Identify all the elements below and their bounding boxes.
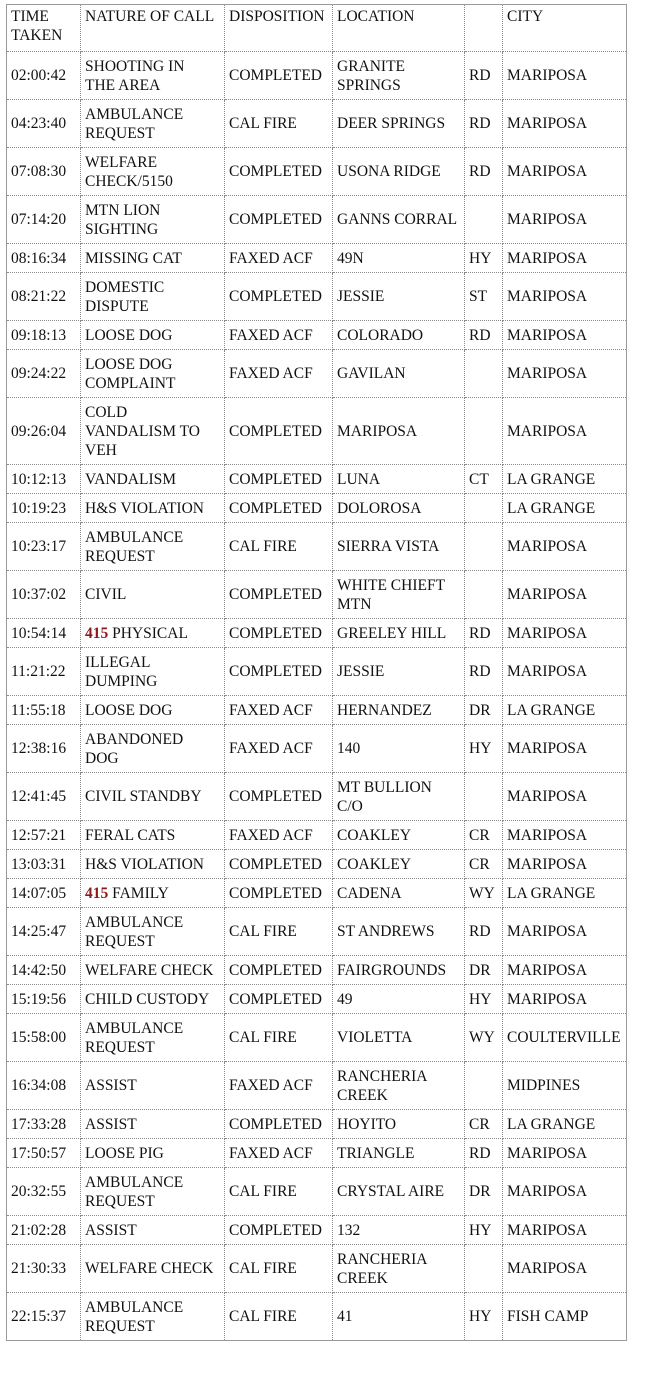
cell-street-suffix: RD xyxy=(465,648,503,696)
nature-text: CIVIL STANDBY xyxy=(85,788,202,805)
nature-text: WELFARE CHECK xyxy=(85,961,214,979)
cell-city: LA GRANGE xyxy=(503,879,627,908)
cell-location: COAKLEY xyxy=(333,821,465,850)
cell-location: DOLOROSA xyxy=(333,494,465,523)
cell-nature-of-call xyxy=(81,494,225,523)
cell-time-taken: 10:37:02 xyxy=(7,571,81,619)
cell-nature-of-call xyxy=(81,985,225,1014)
header-city: CITY xyxy=(503,5,627,52)
cell-disposition: FAXED ACF xyxy=(225,244,333,273)
cell-city: MARIPOSA xyxy=(503,619,627,648)
cell-disposition: FAXED ACF xyxy=(225,696,333,725)
table-row xyxy=(7,465,627,494)
cell-location: FAIRGROUNDS xyxy=(333,956,465,985)
cell-time-taken: 16:34:08 xyxy=(7,1062,81,1110)
cell-street-suffix xyxy=(465,398,503,465)
cell-disposition: COMPLETED xyxy=(225,773,333,821)
table-row xyxy=(7,1216,627,1245)
cell-nature-of-call xyxy=(81,465,225,494)
cell-time-taken: 09:24:22 xyxy=(7,350,81,398)
cell-disposition: FAXED ACF xyxy=(225,1139,333,1168)
penal-code-label: 415 xyxy=(85,624,109,642)
cell-city: MARIPOSA xyxy=(503,350,627,398)
cell-street-suffix: CR xyxy=(465,850,503,879)
cell-disposition: COMPLETED xyxy=(225,1216,333,1245)
cell-street-suffix xyxy=(465,494,503,523)
cell-location: JESSIE xyxy=(333,273,465,321)
header-row xyxy=(7,5,627,52)
cell-city: MARIPOSA xyxy=(503,1168,627,1216)
cell-time-taken: 20:32:55 xyxy=(7,1168,81,1216)
cell-street-suffix: RD xyxy=(465,619,503,648)
cell-street-suffix xyxy=(465,773,503,821)
nature-text: ILLEGAL DUMPING xyxy=(85,653,158,690)
table-row xyxy=(7,1168,627,1216)
cell-street-suffix: CT xyxy=(465,465,503,494)
cell-nature-of-call xyxy=(81,52,225,100)
cell-city: MARIPOSA xyxy=(503,1139,627,1168)
cell-city: MARIPOSA xyxy=(503,956,627,985)
nature-text: SHOOTING IN THE AREA xyxy=(85,57,185,94)
cell-time-taken: 22:15:37 xyxy=(7,1293,81,1341)
cell-city: MARIPOSA xyxy=(503,100,627,148)
table-row xyxy=(7,1062,627,1110)
cell-street-suffix: RD xyxy=(465,52,503,100)
nature-text: VANDALISM xyxy=(85,470,177,488)
nature-text: AMBULANCE REQUEST xyxy=(85,528,184,565)
cell-time-taken: 13:03:31 xyxy=(7,850,81,879)
cell-location: USONA RIDGE xyxy=(333,148,465,196)
cell-time-taken: 09:26:04 xyxy=(7,398,81,465)
cell-time-taken: 10:54:14 xyxy=(7,619,81,648)
cell-disposition: COMPLETED xyxy=(225,273,333,321)
cell-city: MARIPOSA xyxy=(503,1216,627,1245)
cell-city: LA GRANGE xyxy=(503,696,627,725)
cell-location: GRANITE SPRINGS xyxy=(333,52,465,100)
nature-text: CIVIL xyxy=(85,586,127,603)
cell-disposition: COMPLETED xyxy=(225,398,333,465)
cell-nature-of-call xyxy=(81,350,225,398)
cell-disposition: COMPLETED xyxy=(225,1110,333,1139)
table-row xyxy=(7,148,627,196)
cell-city: MARIPOSA xyxy=(503,196,627,244)
cell-city: MARIPOSA xyxy=(503,571,627,619)
nature-text: FERAL CATS xyxy=(85,826,176,844)
cell-street-suffix: RD xyxy=(465,148,503,196)
cell-nature-of-call xyxy=(81,148,225,196)
table-row xyxy=(7,350,627,398)
cell-disposition: COMPLETED xyxy=(225,148,333,196)
cell-location: GAVILAN xyxy=(333,350,465,398)
cell-street-suffix xyxy=(465,523,503,571)
cell-nature-of-call xyxy=(81,1110,225,1139)
cell-disposition: FAXED ACF xyxy=(225,321,333,350)
cell-disposition: FAXED ACF xyxy=(225,1062,333,1110)
cell-nature-of-call xyxy=(81,100,225,148)
cell-street-suffix: DR xyxy=(465,696,503,725)
cell-nature-of-call xyxy=(81,321,225,350)
cell-disposition: COMPLETED xyxy=(225,571,333,619)
cell-nature-of-call xyxy=(81,1168,225,1216)
cell-disposition: FAXED ACF xyxy=(225,821,333,850)
cell-time-taken: 10:12:13 xyxy=(7,465,81,494)
cell-location: ST ANDREWS xyxy=(333,908,465,956)
nature-text: WELFARE CHECK/5150 xyxy=(85,153,173,190)
cell-time-taken: 10:23:17 xyxy=(7,523,81,571)
cell-city: MARIPOSA xyxy=(503,648,627,696)
cell-street-suffix: HY xyxy=(465,725,503,773)
cell-time-taken: 21:30:33 xyxy=(7,1245,81,1293)
cell-location: JESSIE xyxy=(333,648,465,696)
cell-time-taken: 11:55:18 xyxy=(7,696,81,725)
cell-street-suffix: DR xyxy=(465,956,503,985)
cell-disposition: COMPLETED xyxy=(225,465,333,494)
table-row xyxy=(7,956,627,985)
cell-city: MARIPOSA xyxy=(503,273,627,321)
table-row xyxy=(7,398,627,465)
header-disposition: DISPOSITION xyxy=(225,5,333,52)
header-location: LOCATION xyxy=(333,5,465,52)
cell-street-suffix: ST xyxy=(465,273,503,321)
cell-street-suffix: RD xyxy=(465,1139,503,1168)
table-row xyxy=(7,494,627,523)
cell-time-taken: 14:42:50 xyxy=(7,956,81,985)
table-row xyxy=(7,1110,627,1139)
cell-location: 49 xyxy=(333,985,465,1014)
cell-location: HOYITO xyxy=(333,1110,465,1139)
cell-time-taken: 02:00:42 xyxy=(7,52,81,100)
cell-disposition: COMPLETED xyxy=(225,494,333,523)
nature-text: ASSIST xyxy=(85,1115,137,1133)
cell-city: COULTERVILLE xyxy=(503,1014,627,1062)
nature-text: LOOSE DOG xyxy=(85,326,173,344)
cell-nature-of-call xyxy=(81,398,225,465)
cell-disposition: FAXED ACF xyxy=(225,725,333,773)
cell-disposition: CAL FIRE xyxy=(225,908,333,956)
nature-text: CHILD CUSTODY xyxy=(85,990,210,1008)
cell-disposition: COMPLETED xyxy=(225,196,333,244)
cell-city: MARIPOSA xyxy=(503,1245,627,1293)
cell-time-taken: 04:23:40 xyxy=(7,100,81,148)
cell-disposition: COMPLETED xyxy=(225,648,333,696)
cell-street-suffix: HY xyxy=(465,1216,503,1245)
cell-location: MARIPOSA xyxy=(333,398,465,465)
cell-location: 41 xyxy=(333,1293,465,1341)
cell-street-suffix xyxy=(465,571,503,619)
nature-text: LOOSE DOG COMPLAINT xyxy=(85,355,176,392)
cell-location: 132 xyxy=(333,1216,465,1245)
cell-location: TRIANGLE xyxy=(333,1139,465,1168)
cell-location: LUNA xyxy=(333,465,465,494)
nature-text: H&S VIOLATION xyxy=(85,855,204,873)
nature-text: ASSIST xyxy=(85,1221,137,1239)
cell-nature-of-call xyxy=(81,1062,225,1110)
table-row xyxy=(7,1014,627,1062)
cell-location: DEER SPRINGS xyxy=(333,100,465,148)
cell-disposition: CAL FIRE xyxy=(225,100,333,148)
cell-disposition: COMPLETED xyxy=(225,619,333,648)
cell-disposition: CAL FIRE xyxy=(225,1245,333,1293)
cell-time-taken: 15:58:00 xyxy=(7,1014,81,1062)
cell-city: MARIPOSA xyxy=(503,908,627,956)
cell-street-suffix: RD xyxy=(465,100,503,148)
nature-text: AMBULANCE REQUEST xyxy=(85,105,184,142)
table-row xyxy=(7,52,627,100)
cell-street-suffix: CR xyxy=(465,1110,503,1139)
cell-disposition: COMPLETED xyxy=(225,985,333,1014)
nature-text: H&S VIOLATION xyxy=(85,499,204,517)
table-row xyxy=(7,648,627,696)
cell-time-taken: 09:18:13 xyxy=(7,321,81,350)
cell-nature-of-call xyxy=(81,850,225,879)
cell-disposition: CAL FIRE xyxy=(225,523,333,571)
cell-nature-of-call xyxy=(81,244,225,273)
cell-time-taken: 07:14:20 xyxy=(7,196,81,244)
nature-text: AMBULANCE REQUEST xyxy=(85,913,184,950)
table-row xyxy=(7,1245,627,1293)
table-row xyxy=(7,1139,627,1168)
cell-nature-of-call xyxy=(81,1014,225,1062)
table-row xyxy=(7,244,627,273)
cell-nature-of-call xyxy=(81,196,225,244)
cell-time-taken: 17:33:28 xyxy=(7,1110,81,1139)
cell-time-taken: 15:19:56 xyxy=(7,985,81,1014)
cell-time-taken: 10:19:23 xyxy=(7,494,81,523)
cell-city: FISH CAMP xyxy=(503,1293,627,1341)
cell-location: 49N xyxy=(333,244,465,273)
cell-time-taken: 14:25:47 xyxy=(7,908,81,956)
cell-time-taken: 12:38:16 xyxy=(7,725,81,773)
table-row xyxy=(7,196,627,244)
cell-nature-of-call xyxy=(81,523,225,571)
cell-city: MARIPOSA xyxy=(503,244,627,273)
cell-nature-of-call xyxy=(81,273,225,321)
cell-city: LA GRANGE xyxy=(503,465,627,494)
cell-nature-of-call xyxy=(81,648,225,696)
cell-time-taken: 07:08:30 xyxy=(7,148,81,196)
nature-text: MTN LION SIGHTING xyxy=(85,201,161,238)
cell-nature-of-call xyxy=(81,908,225,956)
cell-location: COAKLEY xyxy=(333,850,465,879)
nature-text: DOMESTIC DISPUTE xyxy=(85,278,165,315)
header-nature-of-call: NATURE OF CALL xyxy=(81,5,225,52)
cell-location: 140 xyxy=(333,725,465,773)
cell-time-taken: 21:02:28 xyxy=(7,1216,81,1245)
cell-nature-of-call xyxy=(81,821,225,850)
cell-street-suffix: HY xyxy=(465,1293,503,1341)
table-row xyxy=(7,696,627,725)
cell-location: WHITE CHIEFT MTN xyxy=(333,571,465,619)
cell-nature-of-call xyxy=(81,773,225,821)
cell-city: LA GRANGE xyxy=(503,1110,627,1139)
cell-location: GANNS CORRAL xyxy=(333,196,465,244)
cell-city: MARIPOSA xyxy=(503,725,627,773)
cell-disposition: COMPLETED xyxy=(225,956,333,985)
nature-text: AMBULANCE REQUEST xyxy=(85,1298,184,1335)
cell-time-taken: 11:21:22 xyxy=(7,648,81,696)
cell-street-suffix: DR xyxy=(465,1168,503,1216)
cell-city: MARIPOSA xyxy=(503,985,627,1014)
table-row xyxy=(7,1293,627,1341)
cell-street-suffix: HY xyxy=(465,985,503,1014)
table-row xyxy=(7,908,627,956)
cell-time-taken: 17:50:57 xyxy=(7,1139,81,1168)
call-log-table xyxy=(6,4,627,1341)
table-row xyxy=(7,725,627,773)
table-row xyxy=(7,879,627,908)
cell-city: MARIPOSA xyxy=(503,52,627,100)
cell-street-suffix: WY xyxy=(465,1014,503,1062)
cell-city: LA GRANGE xyxy=(503,494,627,523)
nature-text: FAMILY xyxy=(108,884,169,902)
cell-city: MARIPOSA xyxy=(503,523,627,571)
cell-street-suffix: CR xyxy=(465,821,503,850)
cell-nature-of-call xyxy=(81,1216,225,1245)
table-row xyxy=(7,523,627,571)
table-row xyxy=(7,571,627,619)
cell-location: COLORADO xyxy=(333,321,465,350)
nature-text: LOOSE DOG xyxy=(85,701,173,719)
cell-location: VIOLETTA xyxy=(333,1014,465,1062)
table-row xyxy=(7,321,627,350)
cell-time-taken: 08:21:22 xyxy=(7,273,81,321)
cell-disposition: COMPLETED xyxy=(225,850,333,879)
cell-nature-of-call xyxy=(81,1245,225,1293)
cell-location: RANCHERIA CREEK xyxy=(333,1245,465,1293)
cell-disposition: FAXED ACF xyxy=(225,350,333,398)
cell-street-suffix xyxy=(465,350,503,398)
cell-nature-of-call xyxy=(81,956,225,985)
cell-disposition: CAL FIRE xyxy=(225,1168,333,1216)
cell-time-taken: 14:07:05 xyxy=(7,879,81,908)
cell-location: CADENA xyxy=(333,879,465,908)
cell-street-suffix: RD xyxy=(465,321,503,350)
cell-time-taken: 12:57:21 xyxy=(7,821,81,850)
cell-city: MARIPOSA xyxy=(503,321,627,350)
header-time-taken: TIME TAKEN xyxy=(7,5,81,52)
cell-disposition: CAL FIRE xyxy=(225,1014,333,1062)
cell-street-suffix: HY xyxy=(465,244,503,273)
nature-text: WELFARE CHECK xyxy=(85,1260,214,1277)
cell-location: RANCHERIA CREEK xyxy=(333,1062,465,1110)
nature-text: LOOSE PIG xyxy=(85,1144,164,1162)
header-street-suffix xyxy=(465,5,503,52)
cell-nature-of-call xyxy=(81,725,225,773)
table-row xyxy=(7,850,627,879)
nature-text: COLD VANDALISM TO VEH xyxy=(85,403,200,459)
cell-nature-of-call xyxy=(81,879,225,908)
cell-nature-of-call xyxy=(81,696,225,725)
table-row xyxy=(7,273,627,321)
cell-nature-of-call xyxy=(81,619,225,648)
cell-location: HERNANDEZ xyxy=(333,696,465,725)
cell-nature-of-call xyxy=(81,1293,225,1341)
penal-code-label: 415 xyxy=(85,884,109,902)
nature-text: AMBULANCE REQUEST xyxy=(85,1173,184,1210)
cell-street-suffix xyxy=(465,1245,503,1293)
cell-location: CRYSTAL AIRE xyxy=(333,1168,465,1216)
table-row xyxy=(7,100,627,148)
nature-text: PHYSICAL xyxy=(108,624,188,642)
cell-time-taken: 08:16:34 xyxy=(7,244,81,273)
cell-disposition: COMPLETED xyxy=(225,52,333,100)
cell-nature-of-call xyxy=(81,1139,225,1168)
table-row xyxy=(7,773,627,821)
table-row xyxy=(7,821,627,850)
cell-city: MARIPOSA xyxy=(503,398,627,465)
cell-disposition: CAL FIRE xyxy=(225,1293,333,1341)
cell-location: GREELEY HILL xyxy=(333,619,465,648)
cell-city: MARIPOSA xyxy=(503,148,627,196)
cell-street-suffix: RD xyxy=(465,908,503,956)
cell-time-taken: 12:41:45 xyxy=(7,773,81,821)
cell-city: MARIPOSA xyxy=(503,773,627,821)
cell-city: MARIPOSA xyxy=(503,821,627,850)
cell-city: MIDPINES xyxy=(503,1062,627,1110)
nature-text: MISSING CAT xyxy=(85,249,182,267)
table-row xyxy=(7,619,627,648)
cell-disposition: COMPLETED xyxy=(225,879,333,908)
cell-location: MT BULLION C/O xyxy=(333,773,465,821)
nature-text: ABANDONED DOG xyxy=(85,730,184,767)
cell-location: SIERRA VISTA xyxy=(333,523,465,571)
nature-text: AMBULANCE REQUEST xyxy=(85,1019,184,1056)
table-row xyxy=(7,985,627,1014)
cell-nature-of-call xyxy=(81,571,225,619)
cell-street-suffix xyxy=(465,1062,503,1110)
cell-city: MARIPOSA xyxy=(503,850,627,879)
cell-street-suffix xyxy=(465,196,503,244)
nature-text: ASSIST xyxy=(85,1077,137,1094)
cell-street-suffix: WY xyxy=(465,879,503,908)
